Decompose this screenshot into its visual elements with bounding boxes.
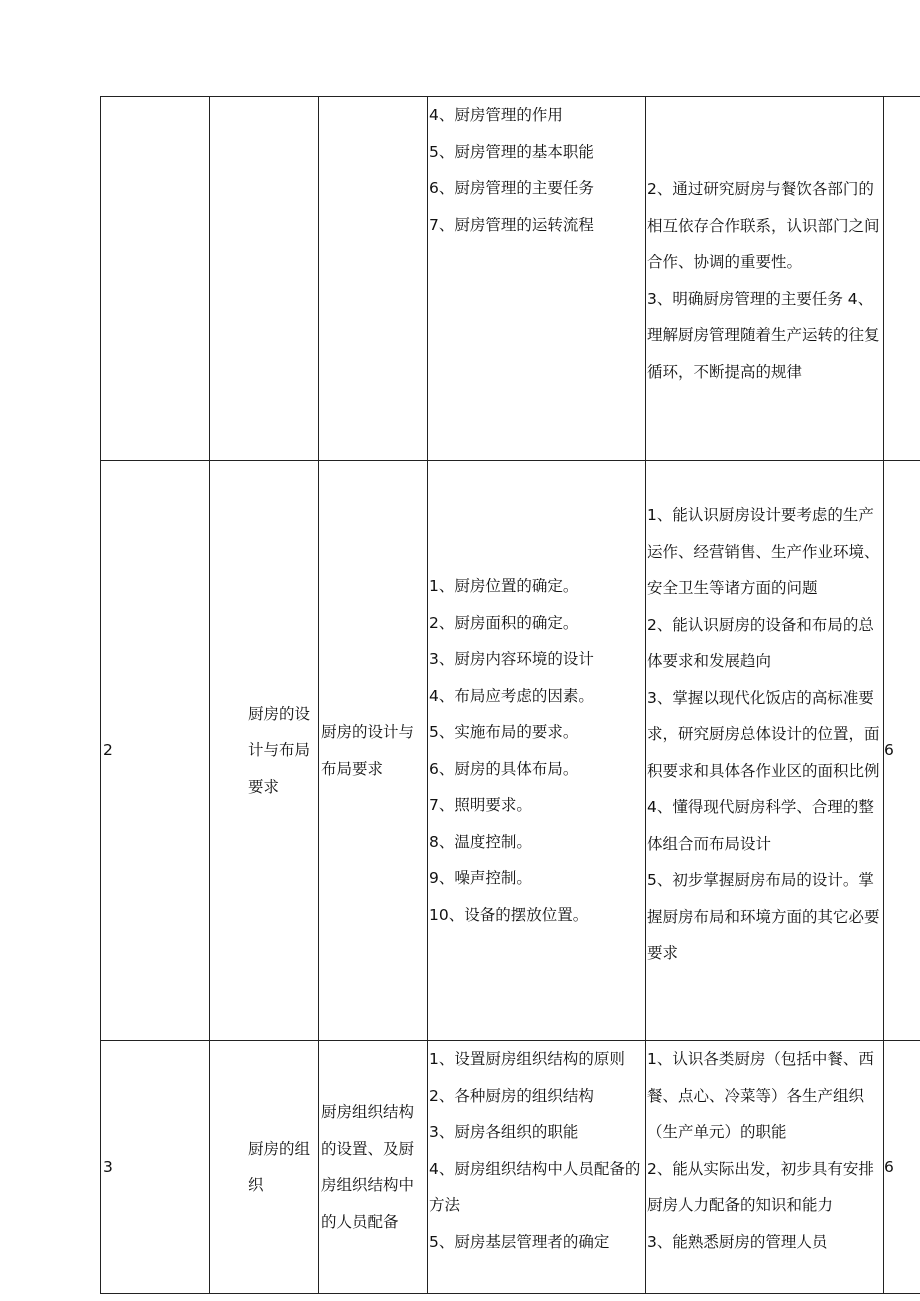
hours-cell: 6 bbox=[884, 461, 920, 1041]
row-number-cell bbox=[101, 97, 210, 461]
content-item: 8、温度控制。 bbox=[429, 832, 532, 851]
goal-item: 5、初步掌握厨房布局的设计。掌握厨房布局和环境方面的其它必要要求 bbox=[647, 871, 880, 962]
goal-cell bbox=[646, 97, 884, 461]
topic-cell: 厨房组织结构的设置、及厨房组织结构中的人员配备 bbox=[319, 1041, 428, 1294]
goal-item: 1、能认识厨房设计要考虑的生产运作、经营销售、生产作业环境、安全卫生等诸方面的问题 bbox=[647, 506, 880, 597]
topic-cell: 厨房的设计与布局要求 bbox=[319, 461, 428, 1041]
table-row bbox=[101, 1041, 920, 1294]
goal-item: 2、能从实际出发，初步具有安排厨房人力配备的知识和能力 bbox=[647, 1159, 874, 1214]
table-row bbox=[101, 461, 920, 1041]
content-item: 6、厨房的具体布局。 bbox=[429, 759, 579, 778]
content-item: 10、设备的摆放位置。 bbox=[429, 905, 589, 924]
goal-cell bbox=[646, 1041, 884, 1294]
topic-cell bbox=[319, 97, 428, 461]
goal-item: 3、能熟悉厨房的管理人员 bbox=[647, 1232, 828, 1251]
content-item: 7、厨房管理的运转流程 bbox=[429, 215, 594, 234]
goal-item: 1、认识各类厨房（包括中餐、西餐、点心、冷菜等）各生产组织（生产单元）的职能 bbox=[647, 1050, 874, 1141]
content-item: 5、实施布局的要求。 bbox=[429, 723, 579, 741]
hours-cell: 6 bbox=[884, 1041, 920, 1294]
goal-item: 2、能认识厨房的设备和布局的总体要求和发展趋向 bbox=[647, 615, 874, 670]
table-row bbox=[101, 97, 920, 461]
chapter-name-cell: 厨房的设计与布局要求 bbox=[210, 461, 319, 1041]
content-item: 1、设置厨房组织结构的原则 bbox=[429, 1050, 625, 1068]
content-item: 3、厨房各组织的职能 bbox=[429, 1123, 579, 1141]
content-item: 1、厨房位置的确定。 bbox=[429, 577, 579, 595]
content-item: 3、厨房内容环境的设计 bbox=[429, 650, 594, 668]
goal-item: 3、明确厨房管理的主要任务 4、理解厨房管理随着生产运转的往复循环，不断提高的规律 bbox=[647, 289, 880, 381]
chapter-name-cell: 厨房的组织 bbox=[210, 1041, 319, 1294]
content-item: 7、照明要求。 bbox=[429, 796, 532, 814]
row-number-cell: 3 bbox=[101, 1041, 210, 1294]
content-item: 9、噪声控制。 bbox=[429, 869, 532, 887]
row-number-cell: 2 bbox=[101, 461, 210, 1041]
goal-item: 2、通过研究厨房与餐饮各部门的相互依存合作联系，认识部门之间合作、协调的重要性。 bbox=[647, 180, 880, 271]
content-item: 4、厨房管理的作用 bbox=[429, 106, 563, 124]
goal-cell bbox=[646, 461, 884, 1041]
content-item: 6、厨房管理的主要任务 bbox=[429, 179, 594, 197]
content-cell bbox=[428, 461, 646, 1041]
content-item: 2、厨房面积的确定。 bbox=[429, 613, 579, 632]
content-cell bbox=[428, 1041, 646, 1294]
hours-cell bbox=[884, 97, 920, 461]
content-cell bbox=[428, 97, 646, 461]
content-item: 5、厨房管理的基本职能 bbox=[429, 142, 594, 161]
goal-item: 4、懂得现代厨房科学、合理的整体组合而布局设计 bbox=[647, 798, 874, 853]
syllabus-table bbox=[100, 96, 920, 1294]
content-item: 4、厨房组织结构中人员配备的方法 bbox=[429, 1159, 641, 1214]
content-item: 5、厨房基层管理者的确定 bbox=[429, 1232, 610, 1251]
content-item: 2、各种厨房的组织结构 bbox=[429, 1086, 594, 1105]
chapter-name-cell bbox=[210, 97, 319, 461]
content-item: 4、布局应考虑的因素。 bbox=[429, 686, 594, 705]
goal-item: 3、掌握以现代化饭店的高标准要求，研究厨房总体设计的位置，面积要求和具体各作业区的面积比例 bbox=[647, 688, 880, 780]
